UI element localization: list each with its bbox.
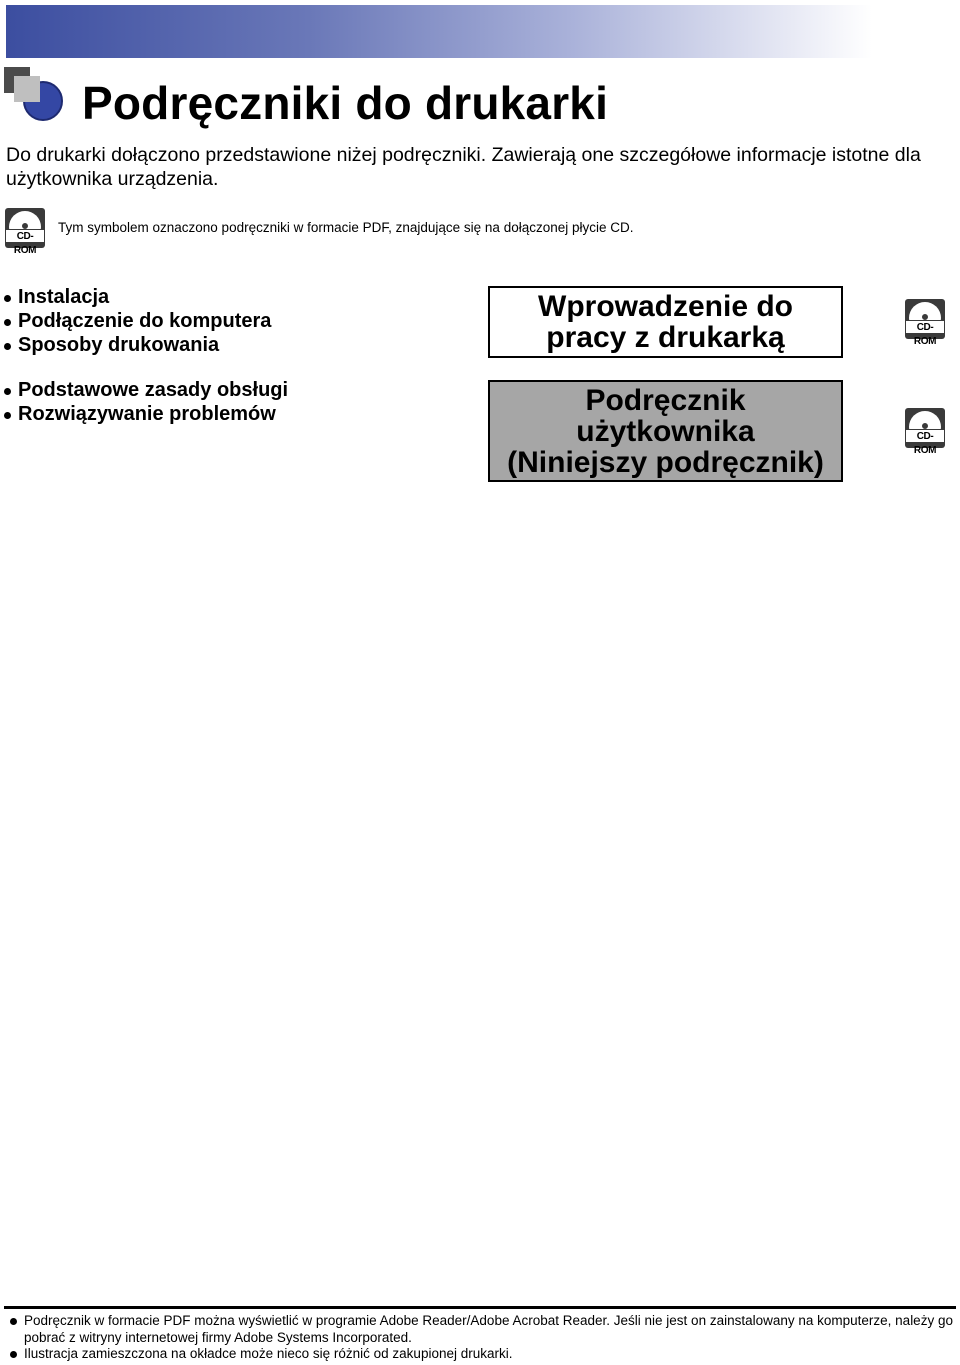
list-item: Sposoby drukowania (4, 333, 271, 357)
list-item: Instalacja (4, 285, 271, 309)
cd-rom-icon-label: CD-ROM (906, 320, 944, 334)
page-title: Podręczniki do drukarki (82, 77, 609, 129)
footer-note: Podręcznik w formacie PDF można wyświetlić w programie Adobe Reader/Adobe Acrobat Reader. Jeśli nie jest on zainstalowany na komputerze, należy go pobrać z witryny internetowej firmy Adobe Systems Incorporated. (8, 1313, 953, 1346)
manual-title-line: pracy z drukarką (546, 321, 785, 354)
manual-title-line: użytkownika (576, 414, 755, 448)
header-banner (6, 5, 872, 58)
list-item: Rozwiązywanie problemów (4, 402, 288, 426)
manual-box-getting-started (488, 286, 843, 358)
manual-1-topics (4, 285, 271, 357)
list-item: Podstawowe zasady obsługi (4, 378, 288, 402)
intro-paragraph: Do drukarki dołączono przedstawione niżej podręczniki. Zawierają one szczegółowe informacje istotne dla użytkownika urządzenia. (6, 144, 921, 190)
manual-2-topics (4, 378, 288, 426)
footer-divider (4, 1306, 956, 1309)
manual-box-user-guide (488, 380, 843, 482)
manual-title-line: Podręcznik (585, 383, 746, 417)
footer-note: Ilustracja zamieszczona na okładce może nieco się różnić od zakupionej drukarki. (8, 1346, 953, 1363)
cd-rom-icon (905, 299, 945, 347)
section-logo-icon (4, 67, 64, 123)
manual-title-line: Wprowadzenie do (538, 290, 793, 323)
cd-rom-icon (905, 408, 945, 456)
list-item: Podłączenie do komputera (4, 309, 271, 333)
manual-title-line: (Niniejszy podręcznik) (507, 445, 824, 479)
cd-rom-legend-text: Tym symbolem oznaczono podręczniki w formacie PDF, znajdujące się na dołączonej płycie CD. (58, 220, 634, 235)
cd-rom-icon-label: CD-ROM (6, 229, 44, 243)
footer-notes (8, 1313, 953, 1363)
cd-rom-icon (5, 208, 45, 256)
cd-rom-icon-label: CD-ROM (906, 429, 944, 443)
